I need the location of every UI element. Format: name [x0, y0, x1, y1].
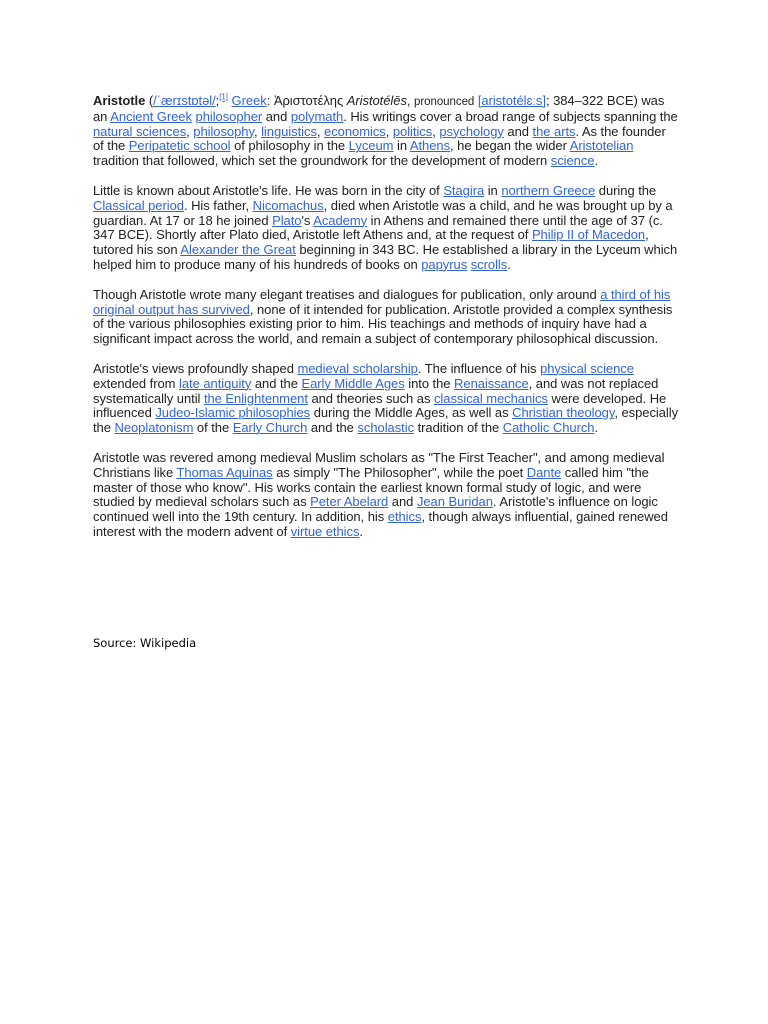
- text-run: and theories such as: [307, 390, 434, 406]
- wiki-link[interactable]: natural sciences: [93, 123, 187, 139]
- text-run: ,: [432, 123, 440, 139]
- wiki-link[interactable]: Lyceum: [348, 138, 394, 154]
- wiki-link[interactable]: Classical period: [93, 197, 184, 213]
- wiki-link[interactable]: Christian theology: [512, 405, 615, 421]
- wiki-link[interactable]: scholastic: [357, 420, 415, 436]
- wiki-link[interactable]: Peripatetic school: [128, 138, 231, 154]
- text-run: . His father,: [183, 197, 253, 213]
- text-run: . His writings cover a broad range of subjects spanning the: [343, 108, 678, 124]
- article-body: [93, 94, 679, 555]
- wiki-link[interactable]: Renaissance: [454, 375, 529, 391]
- paragraph: [93, 451, 679, 540]
- text-run: ,: [316, 123, 325, 139]
- text-run: ,: [186, 123, 194, 139]
- text-run: Aristotle's views profoundly shaped: [93, 360, 298, 376]
- text-run: during the Middle Ages, as well as: [310, 405, 513, 421]
- text-run: .: [359, 523, 363, 539]
- wiki-link[interactable]: the arts: [532, 123, 576, 139]
- text-run: in Athens and remained there until the age of 37 (c. 347 BCE). Shortly after Plato died, Aristotle left Athens and, at the request of: [93, 212, 663, 243]
- wiki-link[interactable]: medieval scholarship: [297, 360, 418, 376]
- wiki-link[interactable]: Judeo-Islamic philosophies: [155, 405, 311, 421]
- wiki-link[interactable]: Plato: [272, 212, 302, 228]
- text-run: as simply "The Philosopher", while the poet: [272, 464, 527, 480]
- text-run: Aristotle was revered among medieval Muslim scholars as "The First Teacher", and among medieval Christians like: [93, 449, 665, 480]
- article-subject: Aristotle: [93, 93, 146, 108]
- wiki-link[interactable]: [1]: [219, 92, 228, 102]
- text-run: ,: [253, 123, 262, 139]
- wiki-link[interactable]: Stagira: [443, 182, 485, 198]
- wiki-link[interactable]: economics: [324, 123, 386, 139]
- wiki-link[interactable]: late antiquity: [179, 375, 252, 391]
- wiki-link[interactable]: papyrus: [421, 256, 468, 272]
- text-run: and: [262, 108, 291, 124]
- text-run: tradition that followed, which set the groundwork for the development of modern: [93, 153, 551, 169]
- wiki-link[interactable]: northern Greece: [501, 182, 596, 198]
- text-run: , though always influential, gained renewed interest with the modern advent of: [93, 509, 668, 539]
- paragraph: [93, 288, 679, 347]
- text-run: ,: [385, 123, 393, 139]
- wiki-link[interactable]: /ˈærɪstɒtəl/: [153, 93, 216, 108]
- wiki-link[interactable]: Aristotelian: [569, 138, 634, 154]
- text-run: .: [594, 153, 599, 169]
- wiki-link[interactable]: physical science: [540, 360, 634, 376]
- wiki-link[interactable]: Jean Buridan: [416, 494, 493, 510]
- text-run: in: [393, 138, 410, 154]
- text-run: and: [388, 494, 417, 510]
- wiki-link[interactable]: philosophy: [193, 123, 254, 139]
- text-run: ,: [406, 93, 415, 108]
- wiki-link[interactable]: a third of his original output has survived: [93, 286, 671, 317]
- text-run: , he began the wider: [450, 138, 570, 154]
- wiki-link[interactable]: classical mechanics: [433, 390, 548, 406]
- source-note: Source: Wikipedia: [93, 636, 197, 650]
- text-run: extended from: [93, 375, 180, 391]
- citation-superscript[interactable]: [219, 93, 228, 102]
- wiki-link[interactable]: politics: [392, 123, 433, 139]
- wiki-link[interactable]: Early Church: [232, 420, 308, 436]
- wiki-link[interactable]: Ancient Greek: [110, 108, 192, 124]
- text-run: of the: [193, 420, 233, 436]
- text-run: and: [503, 123, 533, 139]
- text-run: Though Aristotle wrote many elegant treatises and dialogues for publication, only around: [93, 286, 601, 302]
- text-run: into the: [404, 375, 455, 391]
- text-run: , and was not replaced systematically until: [93, 375, 659, 406]
- wiki-link[interactable]: psychology: [439, 123, 504, 139]
- text-run: ;: [215, 93, 220, 108]
- text-run: , especially the: [93, 405, 679, 436]
- wiki-link[interactable]: Greek: [231, 93, 267, 108]
- wiki-link[interactable]: virtue ethics: [290, 523, 360, 539]
- wiki-link[interactable]: linguistics: [261, 123, 317, 139]
- wiki-link[interactable]: Dante: [526, 464, 562, 480]
- text-run: in: [484, 182, 502, 198]
- text-run: . As the founder of the: [93, 123, 666, 154]
- wiki-link[interactable]: Peter Abelard: [310, 494, 389, 510]
- text-run: called him "the master of those who know". His works contain the earliest known formal study of logic, and were studied by medieval scholars such as: [93, 464, 649, 510]
- text-run: .: [507, 256, 511, 272]
- text-run: tradition of the: [414, 420, 503, 436]
- text-run: . The influence of his: [417, 360, 541, 376]
- text-run: .: [594, 420, 599, 436]
- text-run: and the: [251, 375, 302, 391]
- text-run: and the: [307, 420, 358, 436]
- wiki-link[interactable]: Nicomachus: [252, 197, 324, 213]
- text-run: Aristotélēs: [346, 93, 407, 108]
- wiki-link[interactable]: Alexander the Great: [180, 242, 296, 258]
- text-run: (: [145, 93, 154, 108]
- wiki-link[interactable]: Neoplatonism: [114, 420, 194, 436]
- wiki-link[interactable]: [aristotélɛːs]: [477, 93, 546, 108]
- wiki-link[interactable]: the Enlightenment: [203, 390, 308, 406]
- wiki-link[interactable]: Thomas Aquinas: [176, 464, 273, 480]
- wiki-link[interactable]: Academy: [313, 212, 368, 228]
- text-run: 's: [301, 212, 314, 228]
- text-run: . Aristotle's influence on logic continued well into the 19th century. In addition, his: [93, 494, 658, 525]
- wiki-link[interactable]: philosopher: [195, 108, 263, 124]
- wiki-link[interactable]: polymath: [290, 108, 344, 124]
- text-run: : Ἀριστοτέλης: [266, 93, 347, 108]
- text-run: during the: [595, 182, 657, 198]
- text-run: were developed. He influenced: [93, 390, 667, 421]
- text-run: of philosophy in the: [230, 138, 349, 154]
- text-run: , died when Aristotle was a child, and he was brought up by a guardian. At 17 or 18 he joined: [93, 197, 673, 228]
- wiki-link[interactable]: scrolls: [470, 256, 508, 272]
- wiki-link[interactable]: Athens: [409, 138, 451, 154]
- wiki-link[interactable]: science: [550, 153, 595, 169]
- paragraph: [93, 94, 679, 169]
- paragraph: [93, 184, 679, 273]
- text-run: , none of it intended for publication. Aristotle provided a complex synthesis of the various philosophies existing prior to him. His teachings and methods of inquiry have had a significant impact across the world, and remain a subject of contemporary philosophical discussion.: [93, 301, 673, 347]
- text-run: , tutored his son: [93, 227, 649, 258]
- text-run: beginning in 343 BC. He established a library in the Lyceum which helped him to produce many of his hundreds of books on: [93, 242, 678, 272]
- text-run: pronounced: [414, 96, 475, 108]
- wiki-link[interactable]: ethics: [387, 509, 422, 525]
- wiki-link[interactable]: Philip II of Macedon: [531, 227, 646, 243]
- text-run: Little is known about Aristotle's life. He was born in the city of: [93, 182, 444, 198]
- wiki-link[interactable]: Catholic Church: [502, 420, 595, 436]
- paragraph: [93, 362, 679, 436]
- wiki-link[interactable]: Early Middle Ages: [301, 375, 405, 391]
- text-run: ; 384–322 BCE) was an: [93, 93, 665, 124]
